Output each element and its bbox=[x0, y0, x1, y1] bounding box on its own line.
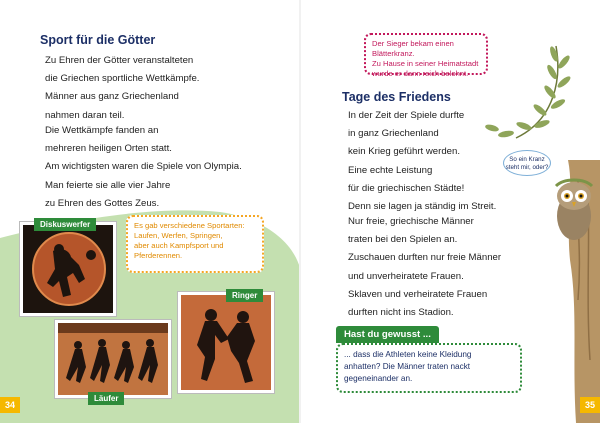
right-paragraph-1 bbox=[348, 107, 496, 216]
text-line: in ganz Griechenland bbox=[348, 128, 439, 140]
text-line: So ein Kranz bbox=[509, 156, 545, 163]
info-box-winner bbox=[364, 33, 488, 78]
text-line: Denn sie lagen ja ständig im Streit. bbox=[348, 201, 497, 213]
text-line: Männer aus ganz Griechenland bbox=[45, 91, 179, 103]
page-number-right: 35 bbox=[580, 397, 600, 413]
text-line: kein Krieg geführt werden. bbox=[348, 146, 460, 158]
text-line: Zu Hause in seiner Heimatstadt bbox=[372, 59, 479, 68]
text-line: steht mir, oder? bbox=[505, 163, 549, 171]
label-wrestlers: Ringer bbox=[226, 289, 263, 302]
owl-illustration bbox=[550, 172, 596, 244]
left-paragraph-2 bbox=[45, 122, 242, 213]
text-line: aber auch Kampfsport und bbox=[134, 241, 224, 250]
text-line: Nur freie, griechische Männer bbox=[348, 216, 474, 227]
right-heading: Tage des Friedens bbox=[342, 90, 451, 104]
text-line: Zuschauen durften nur freie Männer bbox=[348, 252, 502, 264]
left-heading: Sport für die Götter bbox=[40, 33, 156, 47]
text-line: Laufen, Werfen, Springen, bbox=[134, 231, 223, 240]
vase-painting-image bbox=[58, 323, 168, 395]
text-line: Am wichtigsten waren die Spiele von Olympia. bbox=[45, 161, 242, 173]
text-line: Der Sieger bekam einen Blätterkranz. bbox=[372, 39, 454, 58]
book-gutter bbox=[299, 0, 301, 423]
text-line: mehreren heiligen Orten statt. bbox=[45, 143, 172, 155]
text-line: traten bei den Spielen an. bbox=[348, 234, 458, 246]
right-paragraph-2 bbox=[348, 213, 501, 322]
owl-speech-bubble bbox=[503, 150, 551, 176]
discus-thrower-photo bbox=[20, 222, 116, 316]
text-line: Zu Ehren der Götter veranstalteten bbox=[45, 55, 194, 66]
hint-box bbox=[336, 343, 522, 393]
label-discus-thrower: Diskuswerfer bbox=[34, 218, 96, 231]
vase-painting-image bbox=[23, 225, 113, 313]
text-line: In der Zeit der Spiele durfte bbox=[348, 110, 465, 121]
text-line: durften nicht ins Stadion. bbox=[348, 307, 454, 319]
text-line: Eine echte Leistung bbox=[348, 164, 433, 176]
vase-painting-image bbox=[181, 295, 271, 390]
text-line: anhatten? Die Männer traten nackt bbox=[344, 362, 471, 371]
text-line: ... dass die Athleten keine Kleidung bbox=[344, 350, 472, 359]
text-line: für die griechischen Städte! bbox=[348, 182, 465, 194]
runners-photo bbox=[55, 320, 171, 398]
wrestlers-photo bbox=[178, 292, 274, 393]
page-number-left: 34 bbox=[0, 397, 20, 413]
text-line: gegeneinander an. bbox=[344, 374, 413, 383]
text-line: Sklaven und verheiratete Frauen bbox=[348, 288, 488, 300]
text-line: Die Wettkämpfe fanden an bbox=[45, 125, 159, 136]
left-paragraph-1 bbox=[45, 52, 199, 125]
text-line: wurde er dann reich belohnt. bbox=[372, 69, 469, 78]
text-line: Es gab verschiedene Sportarten: bbox=[134, 221, 245, 230]
label-runners: Läufer bbox=[88, 392, 124, 405]
text-line: Pferderennen. bbox=[134, 251, 183, 260]
text-line: nahmen daran teil. bbox=[45, 109, 125, 121]
info-box-sports bbox=[126, 215, 264, 273]
text-line: die Griechen sportliche Wettkämpfe. bbox=[45, 73, 200, 85]
text-line: zu Ehren des Gottes Zeus. bbox=[45, 197, 160, 209]
text-line: und unverheiratete Frauen. bbox=[348, 270, 464, 282]
hint-heading: Hast du gewusst ... bbox=[336, 326, 439, 343]
text-line: Man feierte sie alle vier Jahre bbox=[45, 179, 171, 191]
